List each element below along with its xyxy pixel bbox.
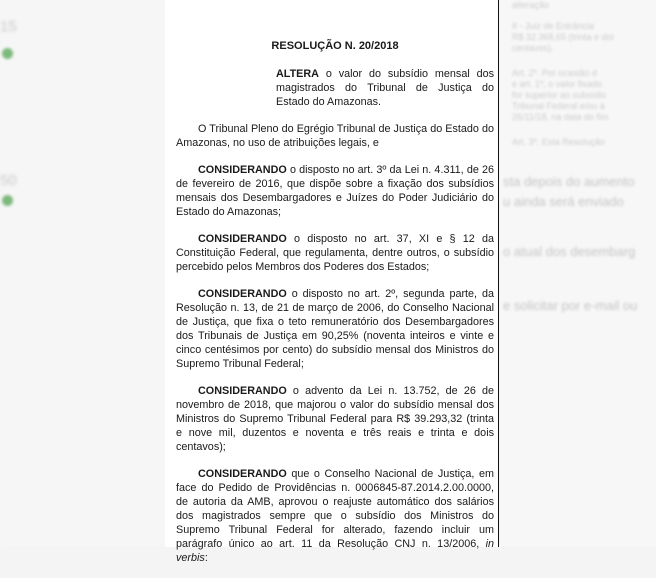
resolution-document bbox=[176, 39, 494, 578]
paragraph-tail: : bbox=[204, 552, 208, 564]
document-paragraph bbox=[176, 122, 494, 150]
paragraph-keyword: CONSIDERANDO bbox=[198, 468, 287, 480]
document-paragraph bbox=[176, 232, 494, 274]
paragraph-text: o disposto no art. 37, XI e § 12 da Constituição Federal, que regulamenta, dentre outros, o subsídio percebido pelos Membros dos Poderes dos Estados; bbox=[176, 233, 494, 273]
status-dot-icon bbox=[2, 195, 13, 206]
document-paragraph bbox=[176, 163, 494, 219]
background-text-line: sta depois do aumento bbox=[503, 174, 635, 189]
paragraph-keyword: CONSIDERANDO bbox=[198, 288, 287, 300]
background-text-line: o atual dos desembarg bbox=[503, 244, 636, 259]
ementa-keyword: ALTERA bbox=[276, 68, 319, 80]
document-paragraph bbox=[176, 287, 494, 371]
background-number: 50 bbox=[0, 172, 17, 189]
status-dot-icon bbox=[2, 48, 13, 59]
paragraph-text: o disposto no art. 2º, segunda parte, da Resolução n. 13, de 21 de março de 2006, do Conselho Nacional de Justiça, que fixa o teto remuneratório dos Desembargadores dos Tribunais de Justiça em 90,25% (noventa inteiros e vinte e cinco centésimos por cento) do subsídio mensal dos Ministros do Supremo Tribunal Federal; bbox=[176, 288, 494, 370]
document-title: RESOLUÇÃO N. 20/2018 bbox=[271, 40, 399, 52]
ementa-text: o valor do subsídio mensal dos magistrados do Tribunal de Justiça do Estado do Amazonas. bbox=[276, 68, 494, 108]
paragraph-keyword: CONSIDERANDO bbox=[198, 385, 287, 397]
background-left-panel bbox=[0, 0, 165, 547]
background-number: 15 bbox=[0, 18, 17, 35]
document-paragraph bbox=[176, 467, 494, 565]
document-paragraph bbox=[176, 384, 494, 454]
background-article-text: alteração II - Juiz de Entrância R$ 32.368,65 (trinta e doi centavos). Art. 2º. Por ocasião d e art. 1º, o valor fixado for superior ao subsídio Tribunal Federal e/ou à 26/11/18, na data do fim Art. 3º. Esta Resolução bbox=[512, 0, 614, 147]
background-text-line: u ainda será enviado bbox=[503, 194, 624, 209]
paragraph-keyword: CONSIDERANDO bbox=[198, 233, 287, 245]
paragraph-text: O Tribunal Pleno do Egrégio Tribunal de Justiça do Estado do Amazonas, no uso de atribuições legais, e bbox=[176, 123, 494, 149]
paragraph-text: o advento da Lei n. 13.752, de 26 de novembro de 2018, que majorou o valor do subsídio mensal dos Ministros do Supremo Tribunal Federal para R$ 39.293,32 (trinta e nove mil, duzentos e noventa e três reais e trinta e dois centavos); bbox=[176, 385, 494, 453]
paragraph-text: que o Conselho Nacional de Justiça, em face do Pedido de Providências n. 0006845-87.2014.2.00.0000, de autoria da AMB, aprovou o reajuste automático dos salários dos magistrados sempre que o subsídio dos Ministros do Supremo Tribunal Federal for alterado, fazendo incluir um parágrafo único ao art. 11 da Resolução CNJ n. 13/2006, bbox=[176, 468, 494, 550]
paragraph-keyword: CONSIDERANDO bbox=[198, 164, 287, 176]
paragraph-italic-text: in verbis bbox=[176, 538, 494, 564]
background-text-line: e solicitar por e-mail ou bbox=[503, 298, 638, 313]
paragraph-text: o disposto no art. 3º da Lei n. 4.311, de 26 de fevereiro de 2016, que dispõe sobre a fixação dos subsídios mensais dos Desembargadores e Juízes do Poder Judiciário do Estado do Amazonas; bbox=[176, 164, 494, 218]
document-ementa bbox=[276, 67, 494, 109]
